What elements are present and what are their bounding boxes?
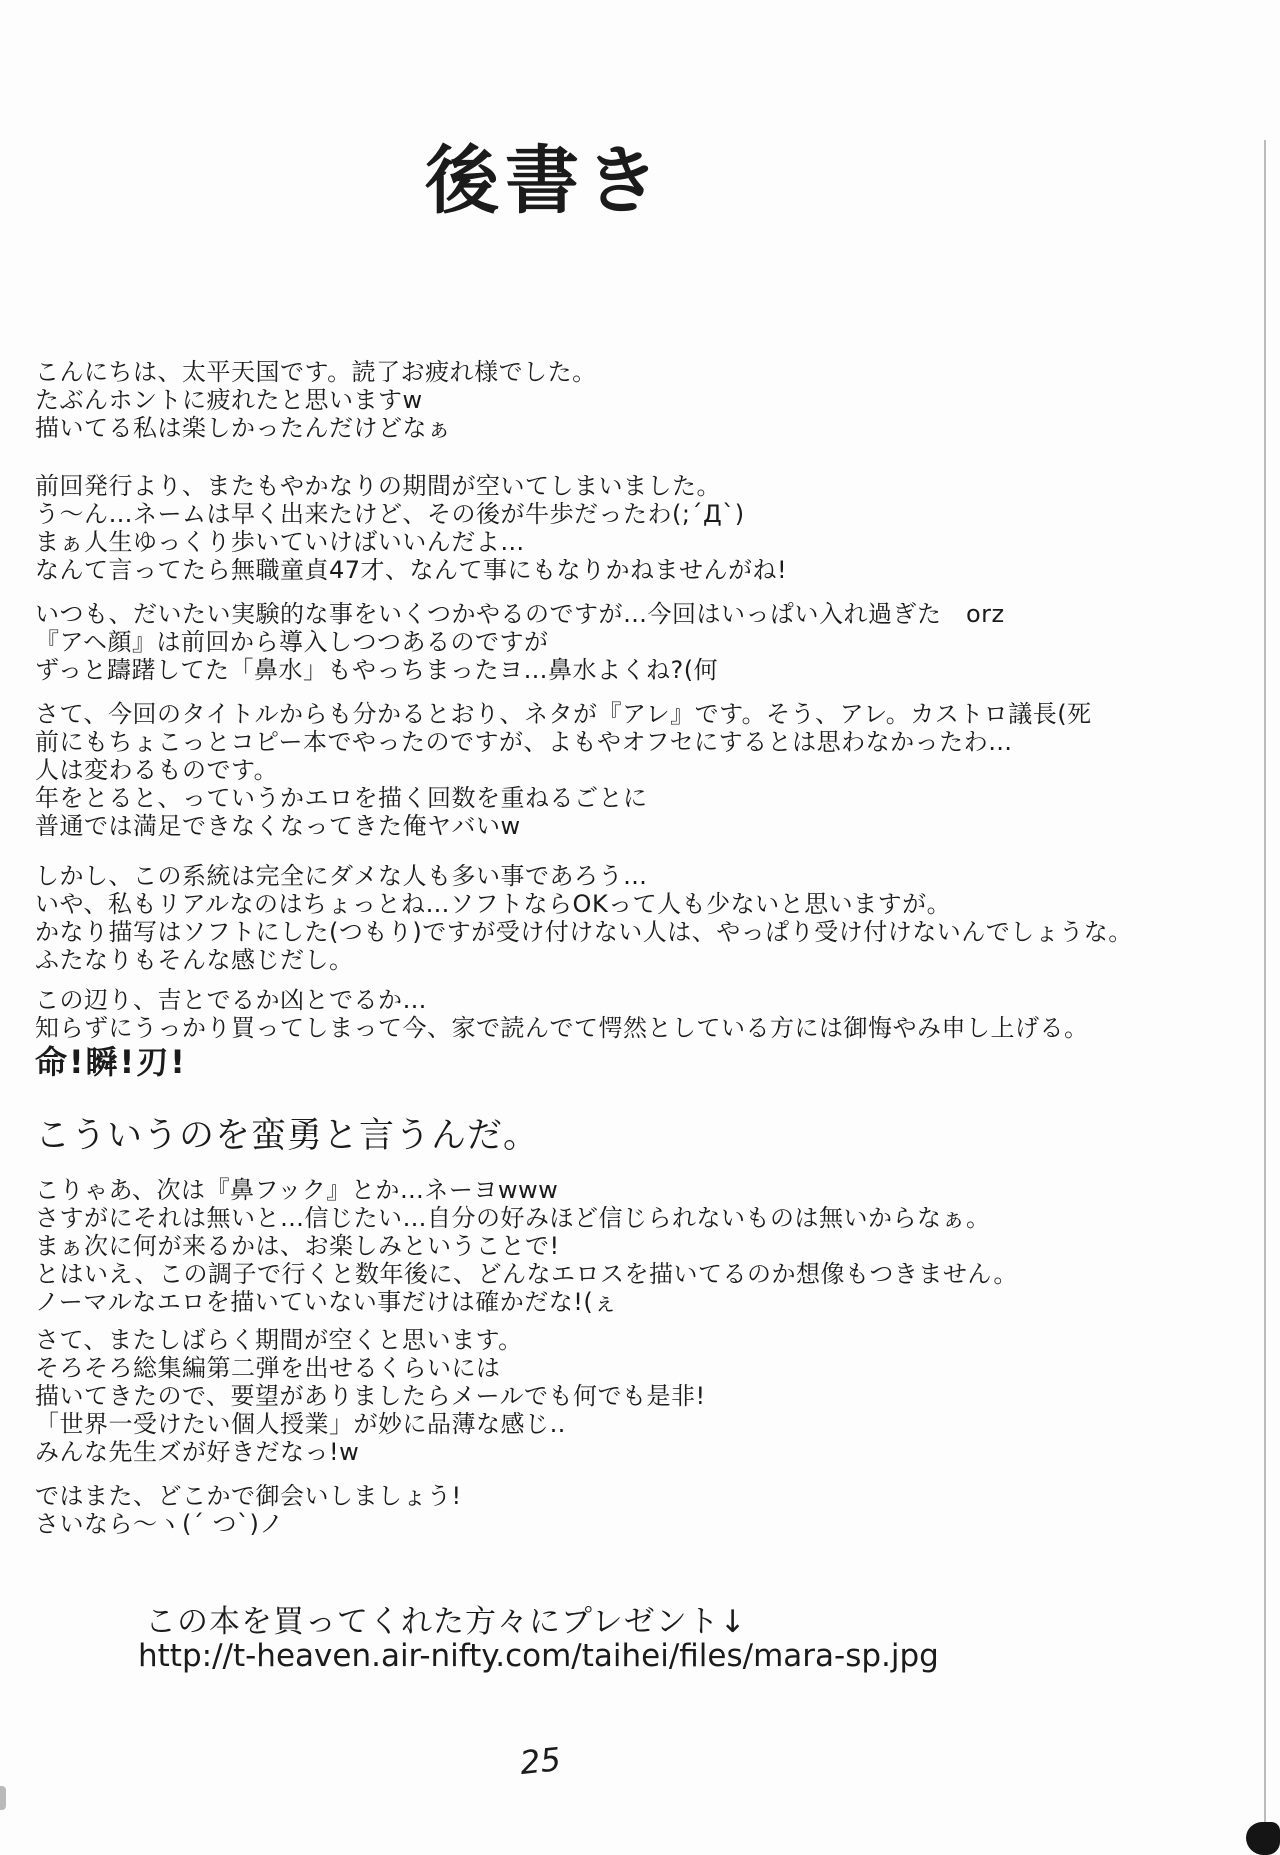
- text-line: さすがにそれは無いと…信じたい…自分の好みほど信じられないものは無いからなぁ。: [35, 1204, 991, 1232]
- text-line: いや、私もリアルなのはちょっとね…ソフトならOKって人も少ないと思いますが。: [35, 890, 952, 918]
- brave-statement-line: こういうのを蛮勇と言うんだ。: [35, 1116, 540, 1156]
- paragraph-greeting: [35, 358, 597, 442]
- text-line: いつも、だいたい実験的な事をいくつかやるのですが…今回はいっぱい入れ過ぎた orz: [35, 600, 1005, 628]
- text-line: ずっと躊躇してた「鼻水」もやっちまったヨ…鼻水よくね?(何: [35, 656, 719, 684]
- text-line: とはいえ、この調子で行くと数年後に、どんなエロスを描いてるのか想像もつきません。: [35, 1260, 1018, 1288]
- text-line: しかし、この系統は完全にダメな人も多い事であろう…: [35, 862, 648, 890]
- paragraph-release-gap: [35, 472, 787, 584]
- text-line: なんて言ってたら無職童貞47才、なんて事にもなりかねませんがね!: [35, 556, 788, 584]
- text-line: こりゃあ、次は『鼻フック』とか…ネーヨwww: [35, 1176, 559, 1204]
- text-line: う〜ん…ネームは早く出来たけど、その後が牛歩だったわ(;´Д`): [35, 500, 745, 528]
- text-line: 年をとると、っていうかエロを描く回数を重ねるごとに: [35, 784, 648, 812]
- gift-url-text: http://t-heaven.air-nifty.com/taihei/files/mara-sp.jpg: [138, 1638, 939, 1674]
- paragraph-genre-caveat: [35, 862, 1133, 974]
- text-line: 『アヘ顔』は前回から導入しつつあるのですが: [35, 628, 549, 656]
- page-number: 25: [518, 1739, 563, 1783]
- scan-artifact-right-edge: [1264, 140, 1266, 1855]
- present-note: この本を買ってくれた方々にプレゼント↓: [145, 1604, 747, 1640]
- text-line: 知らずにうっかり買ってしまって今、家で読んでて愕然としている方には御悔やみ申し上げる。: [35, 1014, 1089, 1042]
- text-line: まぁ次に何が来るかは、お楽しみということで!: [35, 1232, 560, 1260]
- text-line: まぁ人生ゆっくり歩いていけばいいんだよ…: [35, 528, 525, 556]
- paragraph-next-time: [35, 1176, 1018, 1316]
- page-title: 後書き: [425, 138, 665, 224]
- text-line: かなり描写はソフトにした(つもり)ですが受け付けない人は、やっぱり受け付けないんでしょうな。: [35, 918, 1133, 946]
- text-line: 人は変わるものです。: [35, 756, 279, 784]
- paragraph-experiments: [35, 600, 1005, 684]
- text-line: 「世界一受けたい個人授業」が妙に品薄な感じ‥: [35, 1410, 567, 1438]
- text-line: ではまた、どこかで御会いしましょう!: [35, 1482, 462, 1510]
- text-line: 描いてる私は楽しかったんだけどなぁ: [35, 414, 452, 442]
- text-line: 前にもちょこっとコピー本でやったのですが、よもやオフセにするとは思わなかったわ…: [35, 728, 1013, 756]
- text-line: 普通では満足できなくなってきた俺ヤバいw: [35, 812, 521, 840]
- paragraph-condolence: [35, 986, 1089, 1090]
- text-line: さて、またしばらく期間が空くと思います。: [35, 1326, 523, 1354]
- text-line: そろそろ総集編第二弾を出せるくらいには: [35, 1354, 501, 1382]
- shout-line: 命!瞬!刃!: [35, 1043, 187, 1081]
- text-line: ふたなりもそんな感じだし。: [35, 946, 354, 974]
- paragraph-title-topic: [35, 700, 1092, 840]
- text-line: さいなら〜ヽ(´ つ`)ノ: [35, 1510, 284, 1538]
- text-line: さて、今回のタイトルからも分かるとおり、ネタが『アレ』です。そう、アレ。カストロ議長(死: [35, 700, 1092, 728]
- scan-artifact-bottom-right: [1246, 1822, 1280, 1855]
- text-line: 前回発行より、またもやかなりの期間が空いてしまいました。: [35, 472, 721, 500]
- text-line: ノーマルなエロを描いていない事だけは確かだな!(ぇ: [35, 1288, 618, 1316]
- text-line: 描いてきたので、要望がありましたらメールでも何でも是非!: [35, 1382, 706, 1410]
- text-line: この辺り、吉とでるか凶とでるか…: [35, 986, 427, 1014]
- text-line: たぶんホントに疲れたと思いますw: [35, 386, 423, 414]
- text-line: こんにちは、太平天国です。読了お疲れ様でした。: [35, 358, 597, 386]
- text-line: みんな先生ズが好きだなっ!w: [35, 1438, 360, 1466]
- paragraph-compilation: [35, 1326, 706, 1466]
- paragraph-farewell: [35, 1482, 462, 1538]
- scan-artifact-bottom-left: [0, 1786, 6, 1810]
